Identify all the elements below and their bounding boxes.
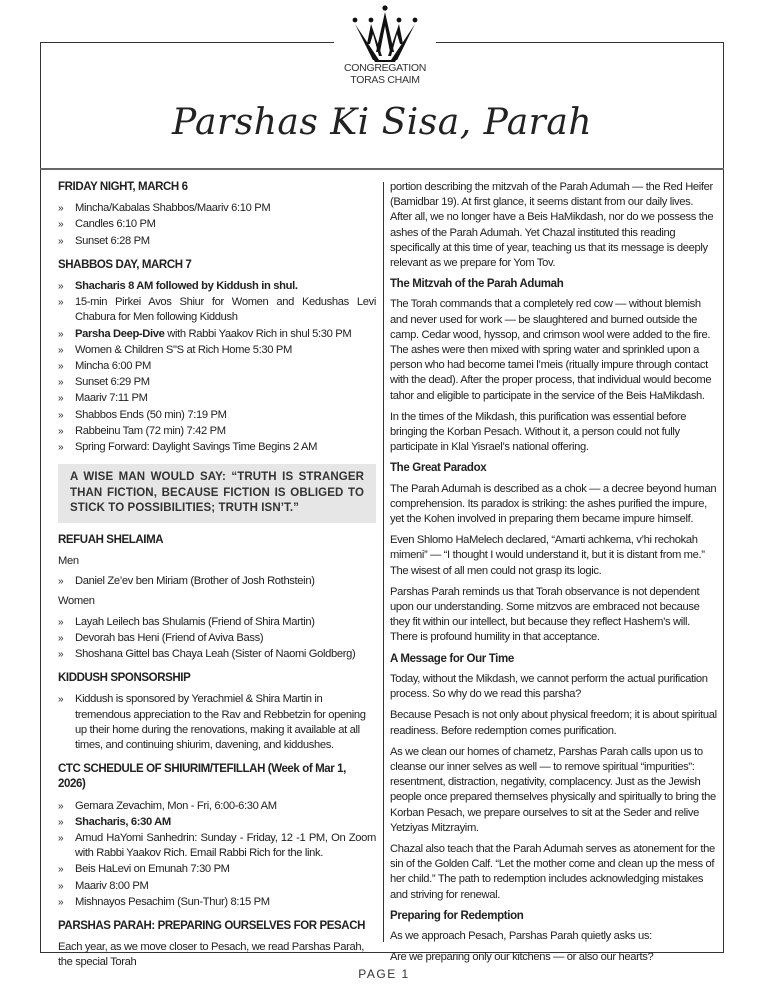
frame-right-line	[723, 42, 724, 952]
refuah-men-list	[58, 574, 376, 589]
article-paragraph: In the times of the Mikdash, this purification was essential before bringing the Korban Pesach. Without it, a person could not fully participate in Klal Yisrael’s national offering.	[390, 410, 687, 454]
list-item: » Women & Children S"S at Rich Home 5:30 PM	[58, 343, 376, 358]
list-item: » Beis HaLevi on Emunah 7:30 PM	[58, 862, 376, 877]
bullet-icon: »	[58, 281, 64, 293]
list-item: » Shacharis 8 AM followed by Kiddush in shul.	[58, 279, 376, 294]
list-item: » Mincha 6:00 PM	[58, 359, 376, 374]
left-column	[58, 180, 376, 977]
title-divider	[40, 168, 724, 170]
shabbos-heading: SHABBOS DAY, MARCH 7	[58, 258, 192, 271]
shabbos-list	[58, 279, 376, 455]
list-item: » Spring Forward: Daylight Savings Time Begins 2 AM	[58, 440, 376, 455]
bullet-icon: »	[58, 361, 64, 373]
list-item: » Devorah bas Heni (Friend of Aviva Bass)	[58, 631, 376, 646]
schedule-list	[58, 799, 376, 910]
bullet-icon: »	[58, 694, 64, 706]
org-name-line2: TORAS CHAIM	[350, 74, 420, 86]
bullet-icon: »	[58, 425, 64, 437]
list-item: » Mishnayos Pesachim (Sun-Thur) 8:15 PM	[58, 895, 376, 910]
list-item: » Mincha/Kabalas Shabbos/Maariv 6:10 PM	[58, 201, 376, 216]
list-item: » Maariv 7:11 PM	[58, 391, 376, 406]
men-label: Men	[58, 554, 79, 567]
bullet-icon: »	[58, 344, 64, 356]
bullet-icon: »	[58, 219, 64, 231]
frame-top-right-line	[436, 42, 724, 43]
bullet-icon: »	[58, 880, 64, 892]
list-item: » Layah Leilech bas Shulamis (Friend of Shira Martin)	[58, 615, 376, 630]
article-heading: PARSHAS PARAH: PREPARING OURSELVES FOR PESACH	[58, 920, 366, 933]
frame-top-left-line	[40, 42, 334, 43]
article-intro: Each year, as we move closer to Pesach, we read Parshas Parah, the special Torah	[58, 941, 365, 969]
kiddush-list	[58, 692, 376, 753]
article-paragraph: Parshas Parah reminds us that Torah observance is not dependent upon our understanding. Some mitzvos are embraced not because they fit within our intellect, but because they reflect Hashem’s will. There is profound humility in that acceptance.	[390, 585, 700, 644]
list-item: » Maariv 8:00 PM	[58, 879, 376, 894]
bullet-icon: »	[58, 616, 64, 628]
article-subheading: A Message for Our Time	[390, 652, 514, 665]
bullet-icon: »	[58, 576, 64, 588]
page-title: Parshas Ki Sisa, Parah	[171, 102, 593, 143]
list-item: » Rabbeinu Tam (72 min) 7:42 PM	[58, 424, 376, 439]
bullet-icon: »	[58, 632, 64, 644]
article-paragraph: Today, without the Mikdash, we cannot perform the actual purification process. So why do we read this parsha?	[390, 672, 708, 701]
congregation-logo	[334, 4, 436, 86]
article-paragraph: Chazal also teach that the Parah Adumah serves as atonement for the sin of the Golden Calf. “Let the mother come and clean up the mess of her child.” The path to redemption includes acknowledging mistakes and striving for renewal.	[390, 842, 715, 901]
list-item: » Gemara Zevachim, Mon - Fri, 6:00-6:30 AM	[58, 799, 376, 814]
list-item: » Sunset 6:29 PM	[58, 375, 376, 390]
bullet-icon: »	[58, 800, 64, 812]
article-paragraph: As we approach Pesach, Parshas Parah quietly asks us:	[390, 929, 652, 942]
org-name-line1: CONGREGATION	[344, 62, 426, 74]
refuah-women-list	[58, 615, 376, 663]
list-item: » 15-min Pirkei Avos Shiur for Women and Kedushas Levi Chabura for Men following Kiddush	[58, 296, 376, 324]
quote-box: A WISE MAN WOULD SAY: “TRUTH IS STRANGER THAN FICTION, BECAUSE FICTION IS OBLIGED TO STICK TO POSSIBILITIES; TRUTH ISN’T.”	[58, 464, 376, 523]
page-number: PAGE 1	[358, 967, 410, 981]
friday-list	[58, 201, 376, 249]
article-paragraph: Are we preparing only our kitchens — or also our hearts?	[390, 951, 654, 964]
bullet-icon: »	[58, 816, 64, 828]
article-paragraph: Because Pesach is not only about physical freedom; it is about spiritual readiness. Before redemption comes purification.	[390, 709, 717, 737]
list-item: » Candles 6:10 PM	[58, 217, 376, 232]
article-paragraph: Even Shlomo HaMelech declared, “Amarti achkema, v’hi rechokah mimeni” — “I thought I would understand it, but it is distant from me.” The wisest of all men could not grasp its logic.	[390, 534, 705, 577]
bullet-icon: »	[58, 864, 64, 876]
article-paragraph: portion describing the mitzvah of the Parah Adumah — the Red Heifer (Bamidbar 19). At first glance, it seems distant from our daily lives. After all, we no longer have a Beis HaMikdash, nor do we possess the ashes of the Parah Adumah. Yet Chazal instituted this reading specifically at this time of year, teaching us that its message is deeply relevant as we prepare for Yom Tov.	[390, 181, 714, 270]
bullet-icon: »	[58, 833, 64, 844]
bullet-icon: »	[58, 896, 64, 908]
article-subheading: The Great Paradox	[390, 462, 487, 475]
bullet-icon: »	[58, 393, 64, 405]
bullet-icon: »	[58, 328, 64, 340]
bullet-icon: »	[58, 648, 64, 660]
bullet-icon: »	[58, 409, 64, 421]
list-item: » Shabbos Ends (50 min) 7:19 PM	[58, 408, 376, 423]
list-item: » Parsha Deep-Dive with Rabbi Yaakov Rich in shul 5:30 PM	[58, 327, 376, 342]
article-subheading: The Mitzvah of the Parah Adumah	[390, 278, 564, 291]
list-item: » Kiddush is sponsored by Yerachmiel & Shira Martin in tremendous appreciation to the Rav and Rebbetzin for opening up their home during the renovations, making it available at all times, and continuing shiurim, davening, and kiddushes.	[58, 693, 366, 751]
bullet-icon: »	[58, 203, 64, 215]
list-item: » Daniel Ze’ev ben Miriam (Brother of Josh Rothstein)	[58, 574, 376, 589]
list-item: » Shacharis, 6:30 AM	[58, 815, 376, 830]
article-paragraph: As we clean our homes of chametz, Parshas Parah calls upon us to cleanse our inner selves as well — to remove spiritual “impurities”: resentment, distraction, negativity, complacency. Just as the Jewish people once prepared themselves physically and spiritually to bring the Korban Pesach, we prepare ourselves to sit at the Seder and relive Yetziyas Mitzrayim.	[390, 745, 716, 834]
article-paragraph: The Torah commands that a completely red cow — without blemish and never used for work — be slaughtered and burned outside the camp. Cedar wood, hyssop, and crimson wool were added to the fire. The ashes were then mixed with spring water and sprinkled upon a person who had become tamei l’meis (ritually impure through contact with the dead). After the proper process, that individual would become tahor and eligible to participate in the service of the Beis HaMikdash.	[390, 298, 712, 402]
column-divider	[383, 182, 384, 942]
crown-icon	[349, 4, 421, 62]
friday-heading: FRIDAY NIGHT, MARCH 6	[58, 181, 188, 193]
right-column	[390, 180, 717, 971]
bullet-icon: »	[58, 297, 64, 309]
bullet-icon: »	[58, 442, 64, 454]
article-paragraph: The Parah Adumah is described as a chok — a decree beyond human comprehension. Its paradox is striking: the ashes purified the impure, yet the Kohen involved in preparing them became impure himself.	[390, 482, 717, 526]
kiddush-heading: KIDDUSH SPONSORSHIP	[58, 672, 191, 685]
women-label: Women	[58, 595, 95, 608]
list-item: » Shoshana Gittel bas Chaya Leah (Sister of Naomi Goldberg)	[58, 647, 376, 662]
schedule-heading: CTC SCHEDULE OF SHIURIM/TEFILLAH (Week of Mar 1, 2026)	[58, 763, 346, 791]
list-item: » Sunset 6:28 PM	[58, 234, 376, 249]
frame-left-line	[40, 42, 41, 952]
article-subheading: Preparing for Redemption	[390, 909, 524, 922]
refuah-heading: REFUAH SHELAIMA	[58, 533, 164, 546]
bullet-icon: »	[58, 235, 64, 247]
bullet-icon: »	[58, 377, 64, 389]
list-item: » Amud HaYomi Sanhedrin: Sunday - Friday, 12 -1 PM, On Zoom with Rabbi Yaakov Rich. Email Rabbi Rich for the link.	[58, 832, 376, 860]
